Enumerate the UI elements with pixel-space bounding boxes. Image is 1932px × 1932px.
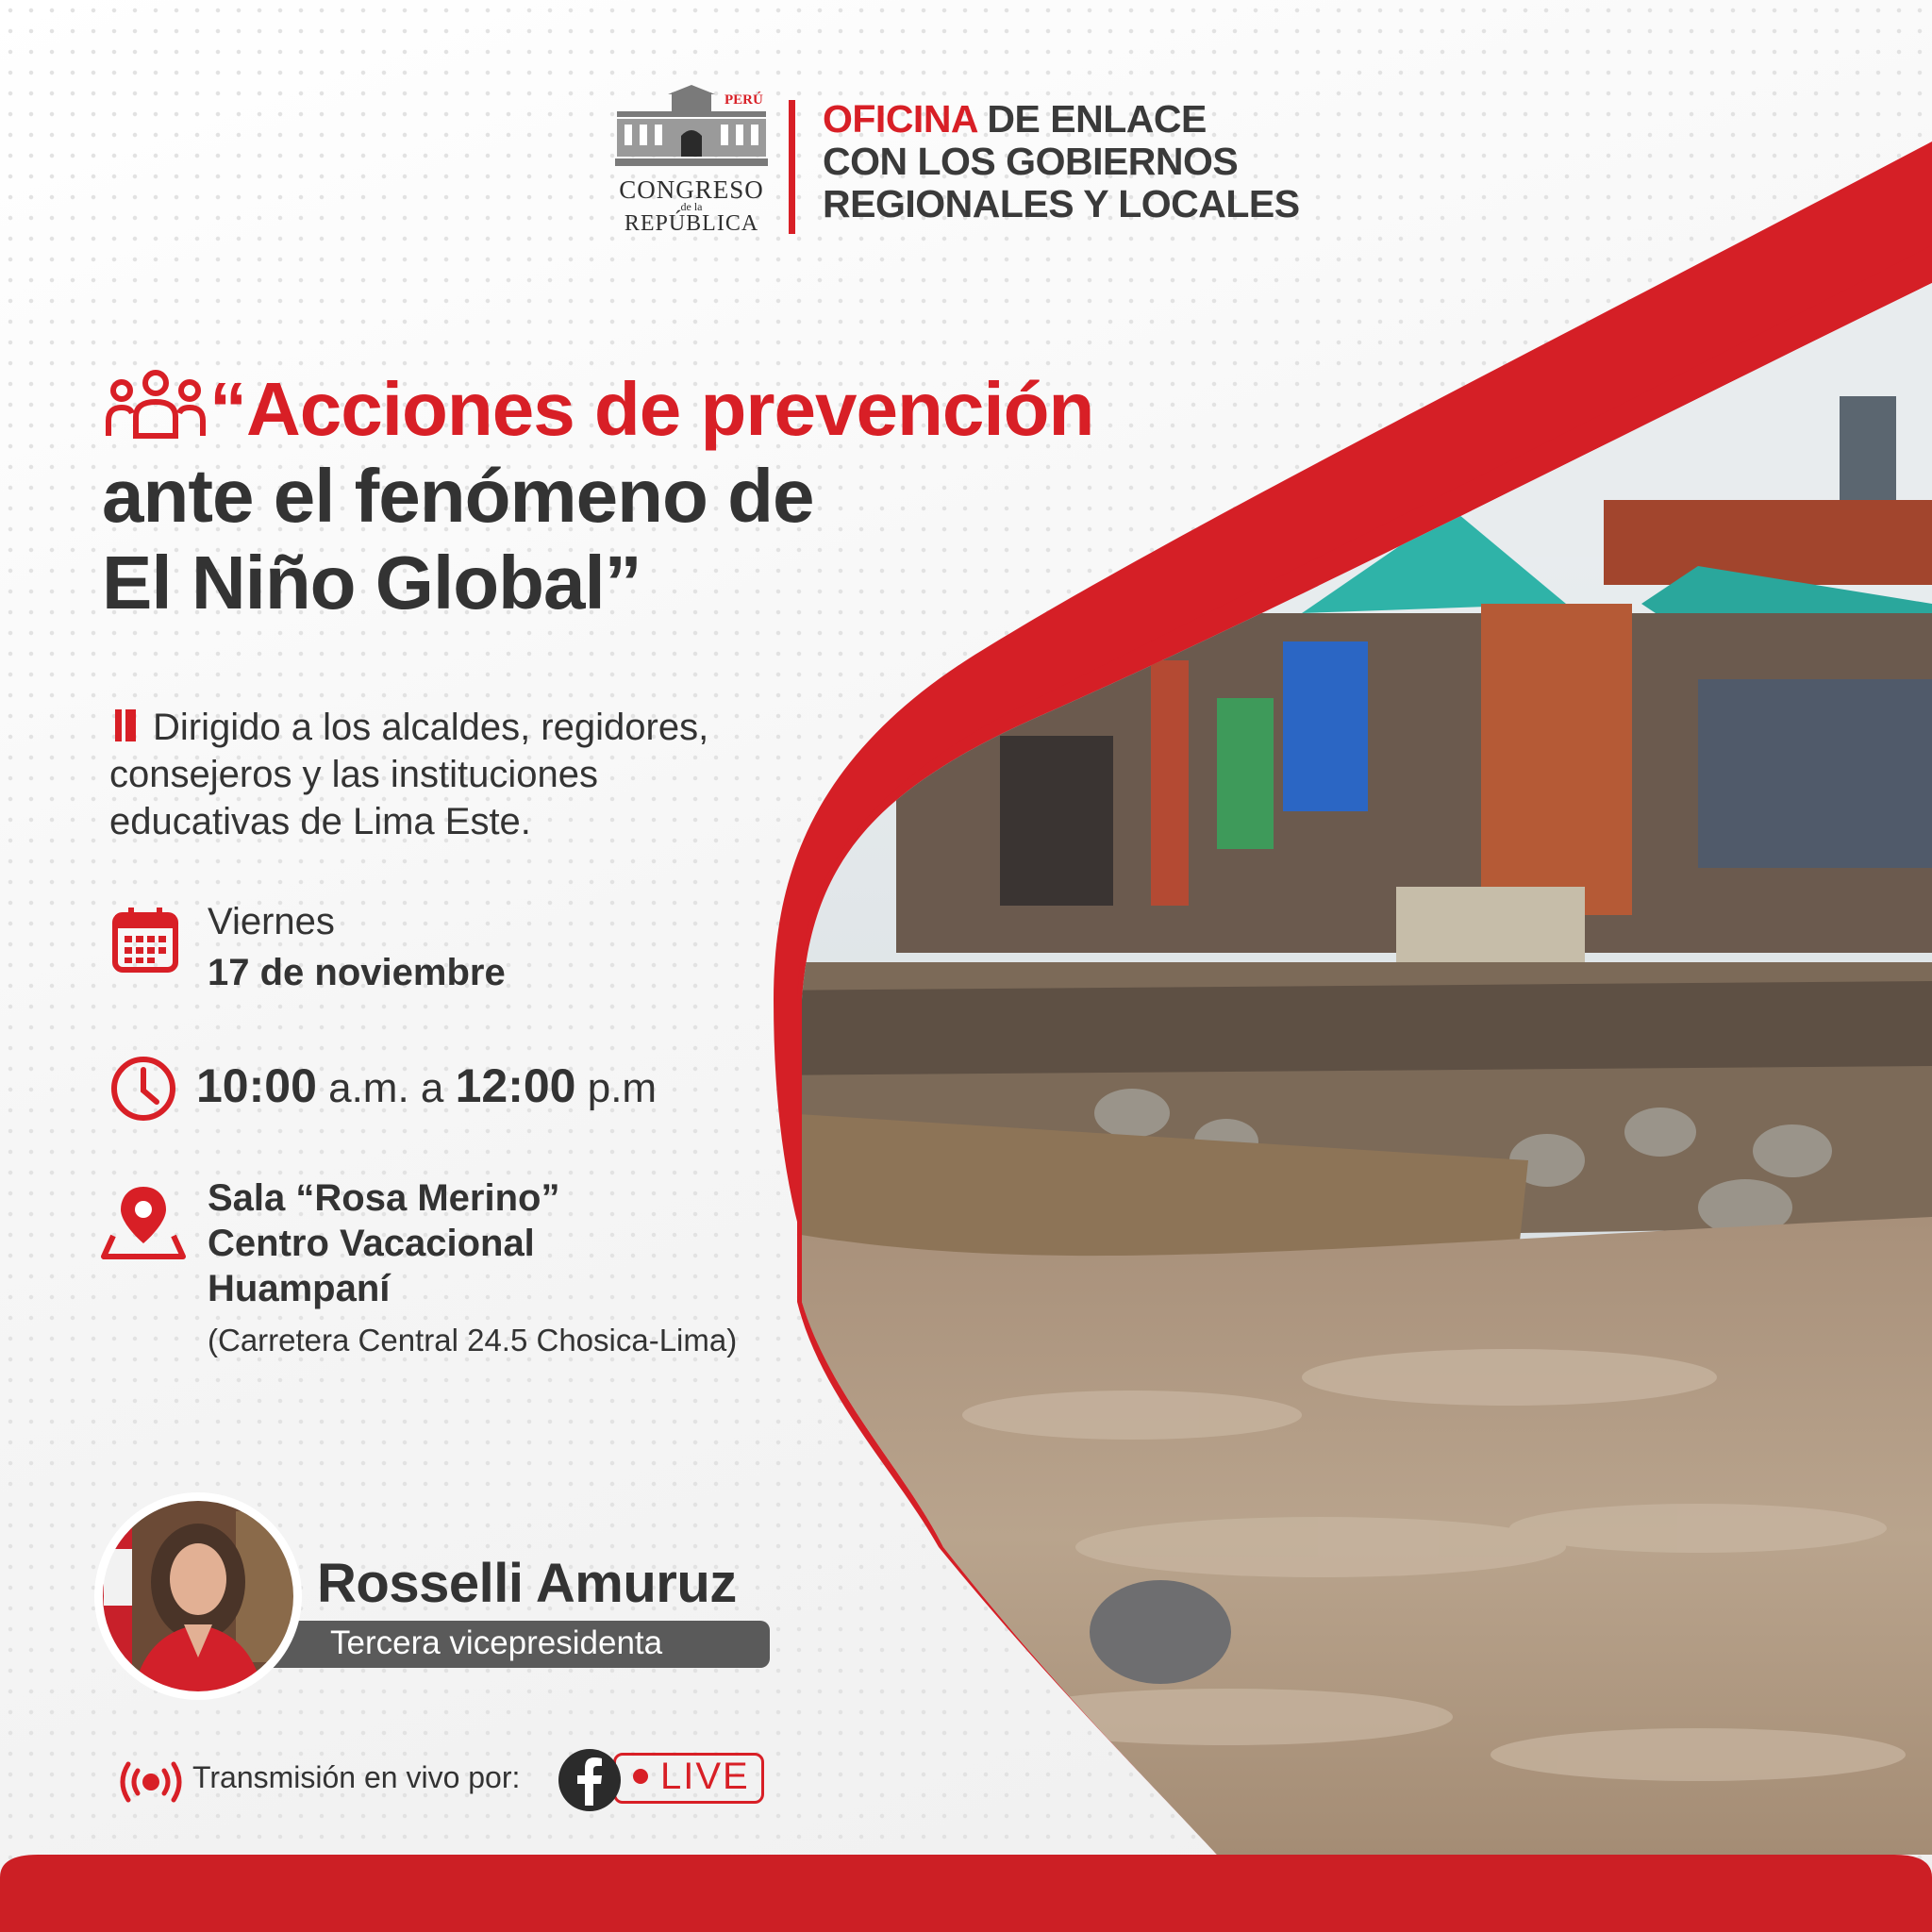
title-line2: ante el fenómeno de [102,454,814,538]
broadcast-icon [115,1758,187,1806]
stream-label: Transmisión en vivo por: [192,1760,521,1794]
event-title [102,366,1093,626]
audience-line3: educativas de Lima Este. [109,801,531,842]
time-end-suffix: p.m [575,1065,658,1111]
event-location [208,1175,559,1311]
map-pin-icon [100,1183,187,1260]
live-dot-icon [632,1768,649,1785]
logo-text-republica: REPÚBLICA [624,211,759,236]
event-time [196,1059,658,1112]
live-text: LIVE [660,1756,750,1797]
location-line3: Huampaní [208,1268,391,1309]
logo-text-de-la: de la [680,200,703,213]
location-line2: Centro Vacacional [208,1223,535,1264]
audience-line1: Dirigido a los alcaldes, regidores, [153,707,709,748]
office-line2: CON LOS GOBIERNOS [823,140,1239,183]
calendar-icon [111,906,179,974]
clock-icon [109,1055,177,1123]
logo-text-congreso: CONGRESO [619,175,764,204]
audience-line2: consejeros y las instituciones [109,754,599,795]
location-line1: Sala “Rosa Merino” [208,1177,560,1219]
speaker-name: Rosselli Amuruz [317,1553,737,1614]
time-end: 12:00 [455,1059,576,1112]
event-day: Viernes [208,901,335,942]
speaker-role: Tercera vicepresidenta [330,1624,663,1661]
office-line3: REGIONALES Y LOCALES [823,182,1300,225]
speaker-avatar [94,1492,302,1700]
title-line3: El Niño Global” [102,541,641,625]
time-start-suffix: a.m. a [316,1065,456,1111]
time-start: 10:00 [196,1059,317,1112]
facebook-icon[interactable] [557,1747,623,1813]
header-divider [789,100,795,234]
office-highlight: OFICINA [823,97,977,141]
bottom-red-bar [0,1855,1932,1932]
audience-text [109,704,864,845]
office-name [823,98,1300,225]
location-address: (Carretera Central 24.5 Chosica-Lima) [208,1323,738,1357]
office-line1: DE ENLACE [976,97,1207,141]
title-line1: “Acciones de prevención [209,367,1094,451]
event-date: 17 de noviembre [208,952,506,993]
logo-country: PERÚ [724,92,763,108]
